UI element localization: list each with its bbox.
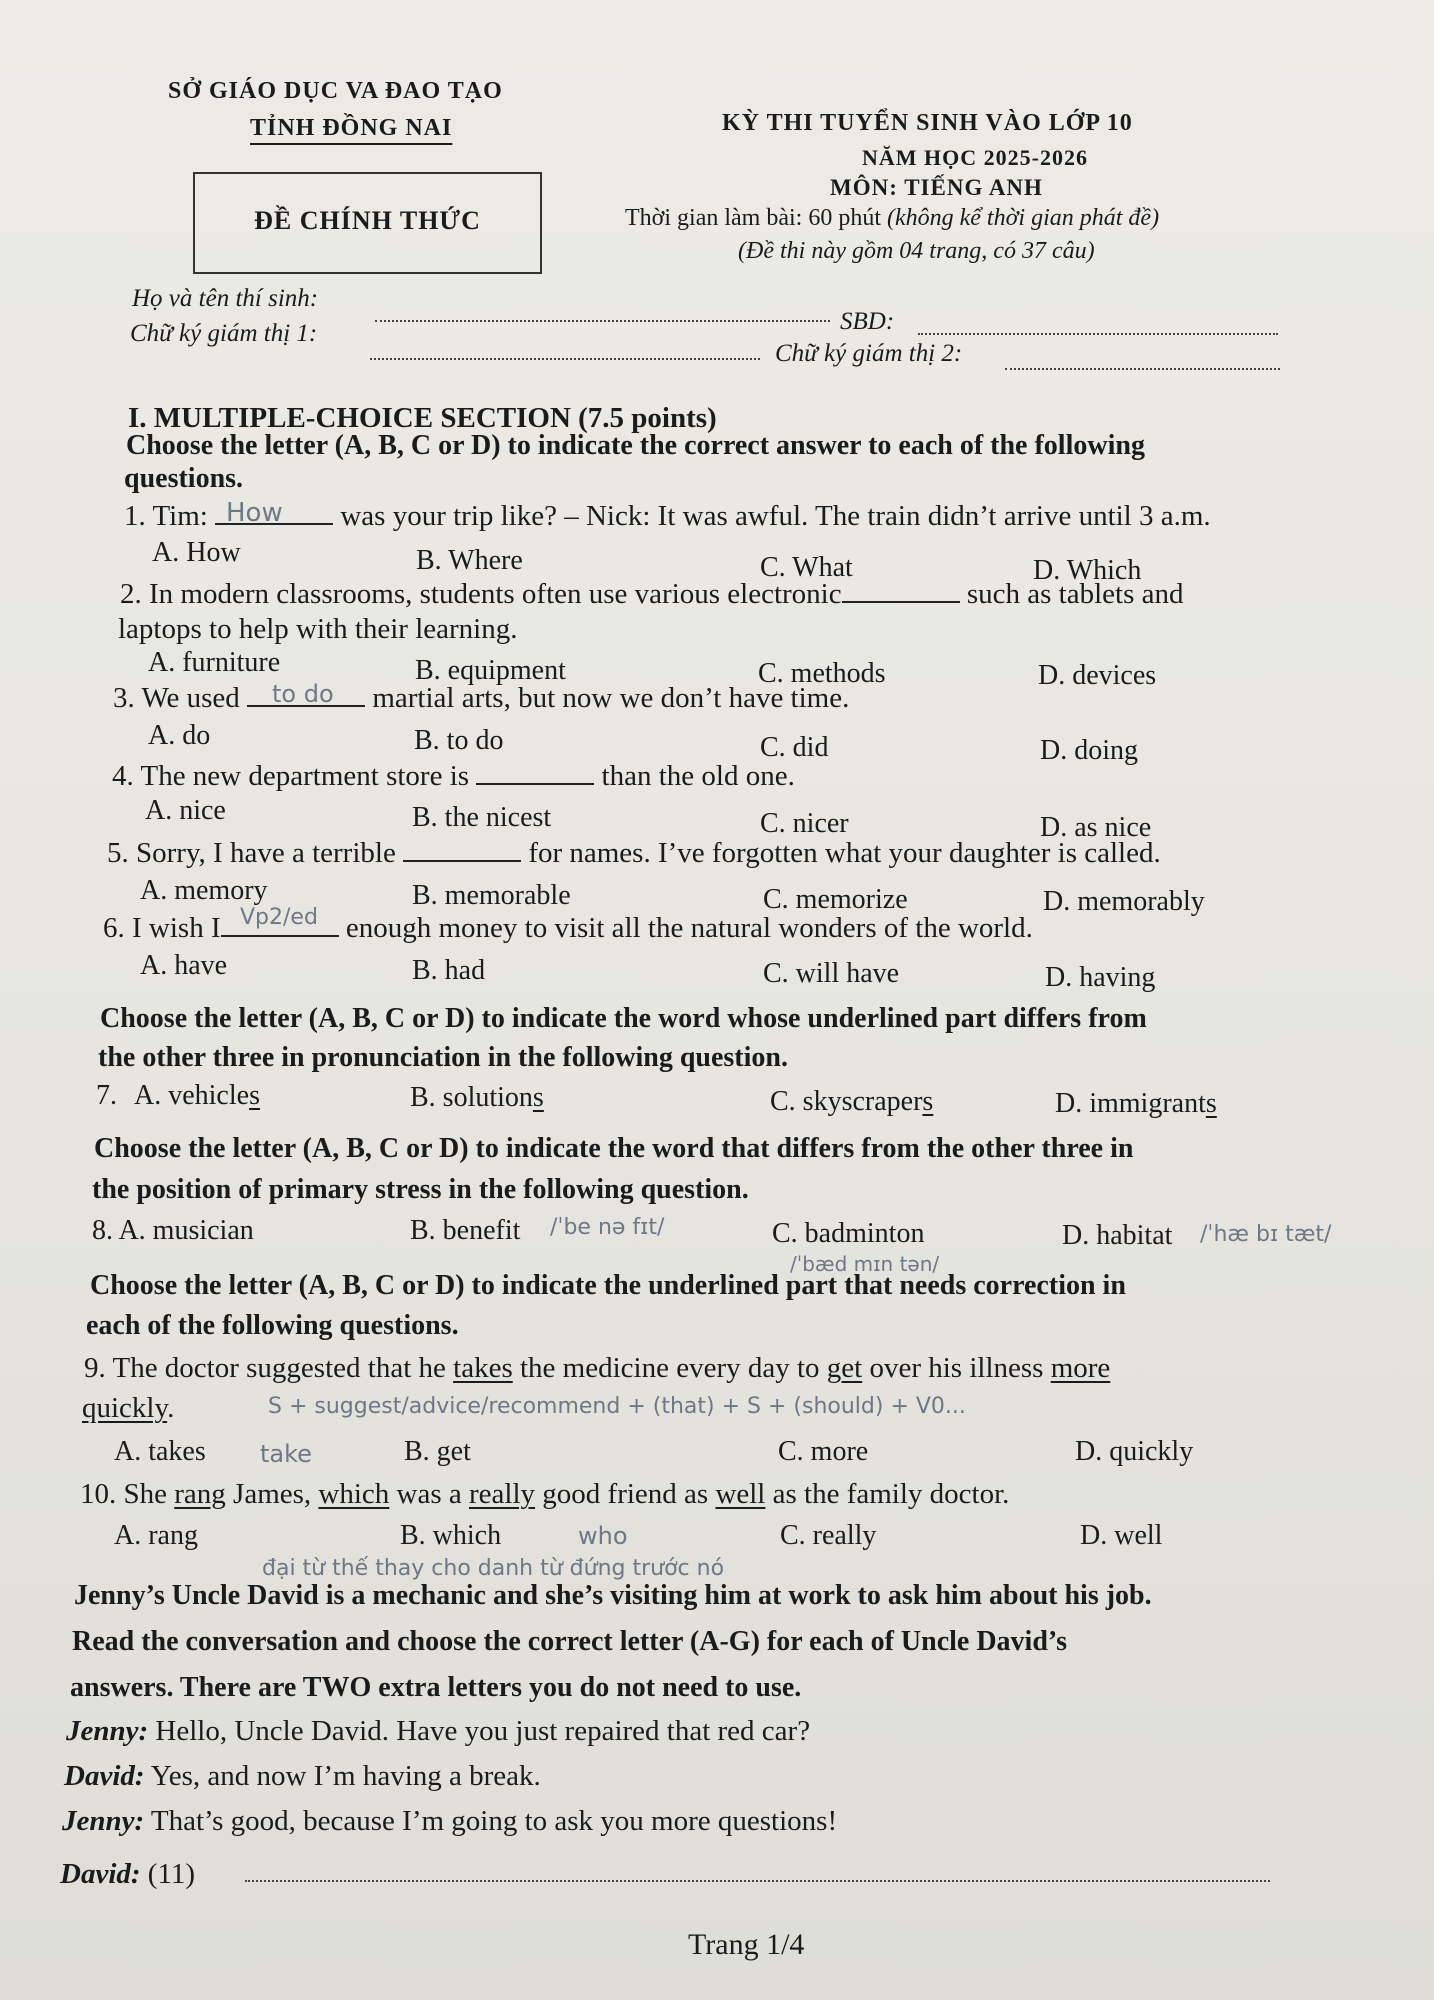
q7-option-a[interactable]: A. vehicles	[134, 1080, 260, 1111]
conversation-intro: Jenny’s Uncle David is a mechanic and she’s visiting him at work to ask him about his job.	[74, 1580, 1152, 1611]
q7-option-c[interactable]: C. skyscrapers	[770, 1086, 934, 1117]
q6-option-b[interactable]: B. had	[412, 955, 486, 986]
dialogue-line-2: David: Yes, and now I’m having a break.	[64, 1760, 541, 1792]
q1-option-c[interactable]: C. What	[760, 552, 853, 583]
q2-option-a[interactable]: A. furniture	[148, 647, 281, 678]
q10-option-a[interactable]: A. rang	[114, 1520, 198, 1551]
invigilator1-field[interactable]	[370, 358, 760, 360]
stress-instruction: Choose the letter (A, B, C or D) to indicate the word that differs from the other three in	[94, 1133, 1134, 1164]
q3-option-b[interactable]: B. to do	[414, 725, 504, 756]
q9-option-c[interactable]: C. more	[778, 1436, 869, 1467]
q4-option-a[interactable]: A. nice	[145, 795, 226, 826]
dialogue-line-3: Jenny: That’s good, because I’m going to ask you more questions!	[62, 1805, 838, 1837]
q7-option-b[interactable]: B. solutions	[410, 1082, 544, 1113]
q5-option-c[interactable]: C. memorize	[763, 884, 908, 915]
q9-option-b[interactable]: B. get	[404, 1436, 471, 1467]
q5-option-a[interactable]: A. memory	[140, 875, 268, 906]
department-name: SỞ GIÁO DỤC VA ĐAO TẠO	[168, 78, 503, 104]
exam-title: KỲ THI TUYỂN SINH VÀO LỚP 10	[722, 110, 1133, 136]
correction-instruction-cont: each of the following questions.	[86, 1310, 459, 1341]
blank-4[interactable]	[476, 761, 594, 785]
q10-option-b[interactable]: B. which	[400, 1520, 502, 1551]
dialogue-line-4: David: (11)	[60, 1858, 196, 1890]
q2-option-c[interactable]: C. methods	[758, 658, 886, 689]
question-3: 3. We used martial arts, but now we don’t have time.	[113, 682, 850, 714]
dialogue-line-1: Jenny: Hello, Uncle David. Have you just repaired that red car?	[66, 1715, 811, 1747]
q10-option-d[interactable]: D. well	[1080, 1520, 1163, 1551]
question-9: 9. The doctor suggested that he takes the medicine every day to get over his illness more	[84, 1352, 1111, 1384]
sbd-field[interactable]	[918, 333, 1278, 335]
handwriting-q9-a: take	[260, 1440, 312, 1468]
official-box	[193, 172, 542, 274]
q3-option-c[interactable]: C. did	[760, 732, 829, 763]
q4-option-b[interactable]: B. the nicest	[412, 802, 552, 833]
stress-instruction-cont: the position of primary stress in the following question.	[92, 1174, 749, 1205]
invigilator2-label: Chữ ký giám thị 2:	[775, 340, 963, 367]
section-title: I. MULTIPLE-CHOICE SECTION (7.5 points)	[128, 402, 717, 434]
q9-option-d[interactable]: D. quickly	[1075, 1436, 1194, 1467]
q8-option-b[interactable]: B. benefit	[410, 1215, 521, 1246]
q4-option-d[interactable]: D. as nice	[1040, 812, 1152, 843]
correction-instruction: Choose the letter (A, B, C or D) to indicate the underlined part that needs correction in	[90, 1270, 1126, 1301]
answer-11-field[interactable]	[245, 1880, 1270, 1882]
page-number: Trang 1/4	[688, 1928, 805, 1961]
q7-number: 7.	[96, 1080, 117, 1111]
q9-option-a[interactable]: A. takes	[114, 1436, 206, 1467]
handwriting-q10-b: who	[578, 1522, 628, 1550]
q10-option-c[interactable]: C. really	[780, 1520, 877, 1551]
section-instruction-cont: questions.	[124, 463, 244, 494]
candidate-name-label: Họ và tên thí sinh:	[132, 285, 319, 312]
handwriting-q8-c: /ˈbæd mɪn tən/	[790, 1252, 940, 1276]
pronunciation-instruction: Choose the letter (A, B, C or D) to indicate the word whose underlined part differs from	[100, 1003, 1147, 1034]
blank-5[interactable]	[403, 838, 521, 862]
question-9-cont: quickly.	[82, 1392, 175, 1424]
official-label: ĐỀ CHÍNH THỨC	[254, 206, 481, 235]
handwriting-q3: to do	[272, 680, 334, 708]
candidate-name-field[interactable]	[375, 320, 830, 322]
question-1: 1. Tim: was your trip like? – Nick: It was awful. The train didn’t arrive until 3 a.m.	[124, 500, 1211, 532]
time-limit: Thời gian làm bài: 60 phút (không kể thời gian phát đề)	[625, 205, 1160, 231]
q6-option-d[interactable]: D. having	[1045, 962, 1156, 993]
question-2: 2. In modern classrooms, students often use various electronic such as tablets and	[120, 578, 1184, 610]
handwriting-q10-note: đại từ thế thay cho danh từ đứng trước nó	[262, 1556, 725, 1581]
handwriting-q8-d: /ˈhæ bɪ tæt/	[1200, 1222, 1332, 1247]
pronunciation-instruction-cont: the other three in pronunciation in the following question.	[98, 1042, 788, 1073]
conversation-intro-2: Read the conversation and choose the correct letter (A-G) for each of Uncle David’s	[72, 1626, 1068, 1657]
q5-option-b[interactable]: B. memorable	[412, 880, 571, 911]
invigilator1-label: Chữ ký giám thị 1:	[130, 320, 318, 347]
q2-option-b[interactable]: B. equipment	[415, 655, 566, 686]
handwriting-q9-note: S + suggest/advice/recommend + (that) + S + (should) + V0...	[268, 1394, 966, 1419]
q6-option-a[interactable]: A. have	[140, 950, 228, 981]
question-2-cont: laptops to help with their learning.	[118, 613, 518, 645]
q4-option-c[interactable]: C. nicer	[760, 808, 849, 839]
conversation-intro-3: answers. There are TWO extra letters you do not need to use.	[70, 1672, 802, 1703]
q7-option-d[interactable]: D. immigrants	[1055, 1088, 1217, 1119]
question-4: 4. The new department store is than the old one.	[112, 760, 795, 792]
q8-option-a[interactable]: 8. A. musician	[92, 1215, 254, 1246]
q6-option-c[interactable]: C. will have	[763, 958, 900, 989]
q3-option-a[interactable]: A. do	[148, 720, 211, 751]
invigilator2-field[interactable]	[1005, 368, 1280, 370]
q8-option-c[interactable]: C. badminton	[772, 1218, 925, 1249]
handwriting-q1: How	[226, 498, 283, 528]
question-10: 10. She rang James, which was a really good friend as well as the family doctor.	[80, 1478, 1010, 1510]
q1-option-a[interactable]: A. How	[152, 537, 241, 568]
q1-option-b[interactable]: B. Where	[416, 545, 523, 576]
province-name: TỈNH ĐỒNG NAI	[250, 115, 453, 141]
blank-2[interactable]	[842, 579, 960, 603]
school-year: NĂM HỌC 2025-2026	[862, 145, 1088, 170]
question-5: 5. Sorry, I have a terrible for names. I’ve forgotten what your daughter is called.	[107, 837, 1161, 869]
q5-option-d[interactable]: D. memorably	[1043, 886, 1205, 917]
handwriting-q8-b: /ˈbe nə fɪt/	[550, 1215, 665, 1240]
q1-option-d[interactable]: D. Which	[1033, 555, 1142, 586]
subject: MÔN: TIẾNG ANH	[830, 175, 1043, 200]
q3-option-d[interactable]: D. doing	[1040, 735, 1138, 766]
q8-option-d[interactable]: D. habitat	[1062, 1220, 1173, 1251]
pages-note: (Đề thi này gồm 04 trang, có 37 câu)	[738, 238, 1095, 264]
handwriting-q6: Vp2/ed	[240, 905, 318, 930]
q2-option-d[interactable]: D. devices	[1038, 660, 1157, 691]
section-instruction: Choose the letter (A, B, C or D) to indicate the correct answer to each of the following	[126, 430, 1145, 461]
sbd-label: SBD:	[840, 308, 895, 335]
question-6: 6. I wish I enough money to visit all the natural wonders of the world.	[103, 912, 1033, 944]
